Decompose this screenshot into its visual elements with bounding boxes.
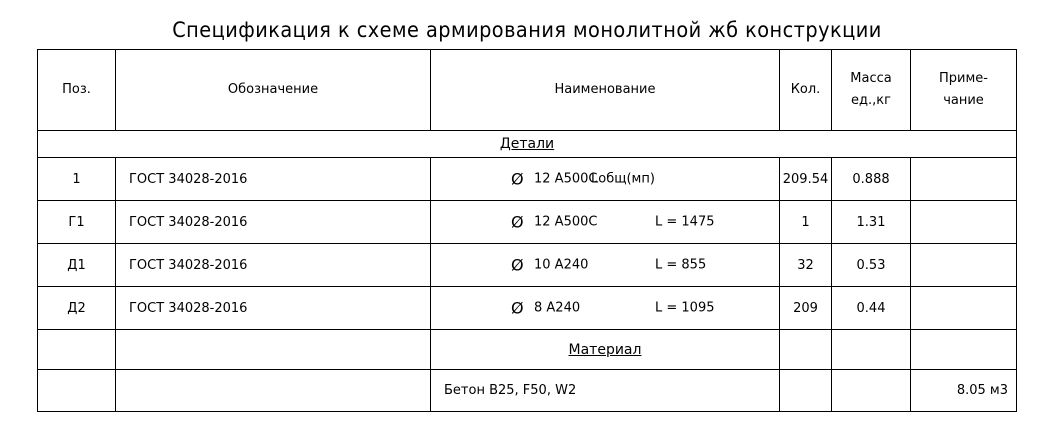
diameter-symbol: Ø bbox=[511, 255, 524, 275]
spec-title: Спецификация к схеме армирования монолитной жб конструкции bbox=[172, 18, 882, 42]
cell-designation: ГОСТ 34028-2016 bbox=[116, 244, 431, 287]
cell-mass: 0.888 bbox=[832, 158, 911, 201]
cell-designation: ГОСТ 34028-2016 bbox=[116, 158, 431, 201]
cell-pos: Д1 bbox=[38, 244, 116, 287]
cell-empty bbox=[832, 370, 911, 412]
header-designation: Обозначение bbox=[116, 50, 431, 131]
header-note bbox=[911, 50, 1017, 131]
specification-table bbox=[37, 49, 1017, 412]
cell-empty bbox=[116, 330, 431, 370]
cell-empty bbox=[116, 370, 431, 412]
diameter-symbol: Ø bbox=[511, 298, 524, 318]
cell-qty: 209.54 bbox=[780, 158, 832, 201]
diameter-symbol: Ø bbox=[511, 169, 524, 189]
header-row bbox=[38, 50, 1017, 131]
material-volume: 8.05 м3 bbox=[911, 370, 1017, 412]
cell-qty: 32 bbox=[780, 244, 832, 287]
cell-note bbox=[911, 287, 1017, 330]
header-pos: Поз. bbox=[38, 50, 116, 131]
cell-mass: 0.53 bbox=[832, 244, 911, 287]
cell-name bbox=[431, 244, 780, 287]
header-mass bbox=[832, 50, 911, 131]
cell-name bbox=[431, 158, 780, 201]
diameter-symbol: Ø bbox=[511, 212, 524, 232]
cell-empty bbox=[911, 330, 1017, 370]
cell-designation: ГОСТ 34028-2016 bbox=[116, 201, 431, 244]
cell-pos: Д2 bbox=[38, 287, 116, 330]
header-qty: Кол. bbox=[780, 50, 832, 131]
cell-empty bbox=[780, 330, 832, 370]
cell-qty: 209 bbox=[780, 287, 832, 330]
cell-designation: ГОСТ 34028-2016 bbox=[116, 287, 431, 330]
cell-empty bbox=[780, 370, 832, 412]
material-name: Бетон В25, F50, W2 bbox=[431, 370, 780, 412]
cell-grade: 12 А500С bbox=[534, 171, 598, 187]
cell-grade: 8 А240 bbox=[534, 300, 581, 316]
cell-qty: 1 bbox=[780, 201, 832, 244]
cell-length: L = 1475 bbox=[655, 214, 715, 230]
table-row bbox=[38, 244, 1017, 287]
header-note-line1: Приме- bbox=[939, 71, 988, 86]
section-details bbox=[38, 131, 1017, 158]
cell-empty bbox=[38, 370, 116, 412]
cell-grade: 12 А500С bbox=[534, 214, 598, 230]
cell-mass: 0.44 bbox=[832, 287, 911, 330]
header-note-line2: чание bbox=[943, 93, 984, 108]
section-details-row bbox=[38, 131, 1017, 158]
cell-grade: 10 А240 bbox=[534, 257, 589, 273]
section-material-label: Материал bbox=[568, 341, 642, 358]
cell-empty bbox=[38, 330, 116, 370]
cell-length: L = 1095 bbox=[655, 300, 715, 316]
cell-empty bbox=[832, 330, 911, 370]
cell-name bbox=[431, 201, 780, 244]
cell-note bbox=[911, 201, 1017, 244]
cell-note bbox=[911, 158, 1017, 201]
section-material bbox=[431, 330, 780, 370]
header-name: Наименование bbox=[431, 50, 780, 131]
header-mass-line1: Масса bbox=[850, 71, 892, 86]
section-details-label: Детали bbox=[499, 136, 555, 152]
cell-mass: 1.31 bbox=[832, 201, 911, 244]
material-row bbox=[38, 370, 1017, 412]
header-mass-line2: ед.,кг bbox=[851, 93, 891, 108]
table-row bbox=[38, 287, 1017, 330]
table-row bbox=[38, 158, 1017, 201]
cell-pos: 1 bbox=[38, 158, 116, 201]
section-material-row bbox=[38, 330, 1017, 370]
table-row bbox=[38, 201, 1017, 244]
cell-length: L = 855 bbox=[655, 257, 707, 273]
cell-note bbox=[911, 244, 1017, 287]
cell-length: Lобщ(мп) bbox=[591, 171, 655, 187]
cell-name bbox=[431, 287, 780, 330]
cell-pos: Г1 bbox=[38, 201, 116, 244]
